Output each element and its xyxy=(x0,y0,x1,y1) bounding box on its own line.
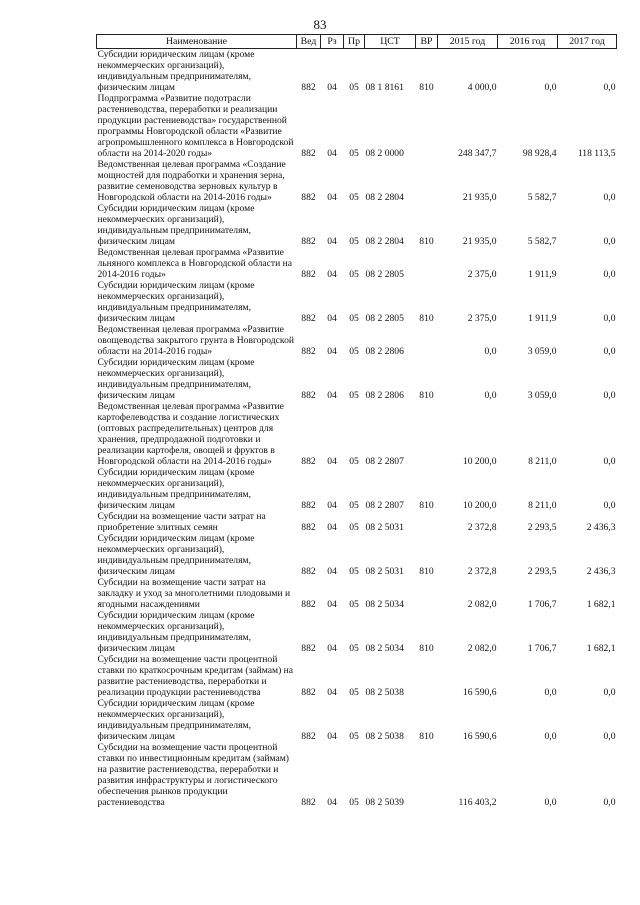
row-name: Субсидии на возмещение части процентной ставки по краткосрочным кредитам (займам) на развитие растениеводства, переработки и реализации продукции растениеводства xyxy=(97,654,294,698)
row-2017: 2 436,3 xyxy=(586,566,616,577)
row-vr xyxy=(416,654,438,698)
row-ved: 882 xyxy=(301,643,316,654)
row-vr xyxy=(416,324,438,357)
row-cst: 08 2 5031 xyxy=(365,566,404,577)
row-2017: 0,0 xyxy=(603,313,616,324)
row-rz: 04 xyxy=(327,313,337,324)
row-cst: 08 2 5039 xyxy=(365,797,404,808)
row-2017: 0,0 xyxy=(603,269,616,280)
row-2017: 0,0 xyxy=(603,82,616,93)
table-row xyxy=(97,654,617,698)
row-2017: 0,0 xyxy=(603,687,616,698)
table-row xyxy=(97,159,617,203)
row-name: Субсидии юридическим лицам (кроме некоммерческих организаций), индивидуальным предпринимателям, физическим лицам xyxy=(97,280,255,324)
row-vr xyxy=(416,511,438,533)
row-vr: 810 xyxy=(419,82,434,93)
row-cst: 08 1 8161 xyxy=(365,82,404,93)
table-header-row xyxy=(97,35,617,49)
row-vr xyxy=(416,742,438,808)
row-cst: 08 2 5038 xyxy=(365,731,404,742)
row-vr xyxy=(416,401,438,467)
row-2015: 21 935,0 xyxy=(462,192,497,203)
row-name: Подпрограмма «Развитие подотрасли растениеводства, переработки и реализации продукции растениеводства» государственной программы Новгородской области «Развитие агропромышленного комплекса в Новгородской области на 2014-2020 годы» xyxy=(97,93,294,159)
row-rz: 04 xyxy=(327,500,337,511)
row-ved: 882 xyxy=(301,500,316,511)
table-row xyxy=(97,533,617,577)
row-2017: 2 436,3 xyxy=(586,522,616,533)
row-vr: 810 xyxy=(419,390,434,401)
row-pr: 05 xyxy=(349,566,359,577)
row-ved: 882 xyxy=(301,456,316,467)
column-header-vr: ВР xyxy=(416,35,438,49)
row-rz: 04 xyxy=(327,687,337,698)
column-header-ved: Вед xyxy=(297,35,321,49)
row-2017: 1 682,1 xyxy=(586,643,616,654)
row-rz: 04 xyxy=(327,236,337,247)
row-pr: 05 xyxy=(349,390,359,401)
row-rz: 04 xyxy=(327,148,337,159)
row-pr: 05 xyxy=(349,192,359,203)
row-rz: 04 xyxy=(327,599,337,610)
table-row xyxy=(97,577,617,610)
row-cst: 08 2 2804 xyxy=(365,192,404,203)
row-2016: 0,0 xyxy=(544,797,557,808)
row-rz: 04 xyxy=(327,456,337,467)
row-name: Субсидии юридическим лицам (кроме некоммерческих организаций), индивидуальным предпринимателям, физическим лицам xyxy=(97,698,255,742)
row-cst: 08 2 5034 xyxy=(365,643,404,654)
row-vr xyxy=(416,577,438,610)
row-vr xyxy=(416,93,438,159)
row-rz: 04 xyxy=(327,346,337,357)
column-header-2016: 2016 год xyxy=(498,35,558,49)
row-name: Субсидии юридическим лицам (кроме некоммерческих организаций), индивидуальным предпринимателям, физическим лицам xyxy=(97,203,255,247)
row-ved: 882 xyxy=(301,313,316,324)
row-vr: 810 xyxy=(419,500,434,511)
row-name: Субсидии юридическим лицам (кроме некоммерческих организаций), индивидуальным предпринимателям, физическим лицам xyxy=(97,533,255,577)
row-2015: 16 590,6 xyxy=(462,731,497,742)
row-2016: 1 706,7 xyxy=(527,599,557,610)
row-2016: 1 911,9 xyxy=(528,313,557,324)
row-name: Субсидии юридическим лицам (кроме некоммерческих организаций), индивидуальным предпринимателям, физическим лицам xyxy=(97,49,255,93)
table-row xyxy=(97,610,617,654)
row-2015: 4 000,0 xyxy=(467,82,497,93)
page-number: 83 xyxy=(313,17,327,32)
row-name: Ведомственная целевая программа «Развитие картофелеводства и создание логистических (оптовых распределительных) центров для хранения, предпродажной подготовки и реализации картофеля, овощей и фруктов в Новгородской области на 2014-2016 годы» xyxy=(97,401,284,467)
row-name: Субсидии на возмещение части затрат на приобретение элитных семян xyxy=(97,511,266,533)
row-vr: 810 xyxy=(419,566,434,577)
budget-table xyxy=(96,34,617,808)
row-name: Субсидии юридическим лицам (кроме некоммерческих организаций), индивидуальным предпринимателям, физическим лицам xyxy=(97,357,255,401)
row-2017: 0,0 xyxy=(603,236,616,247)
row-name: Субсидии на возмещение части затрат на закладку и уход за многолетними плодовыми и ягодными насаждениями xyxy=(97,577,291,610)
table-row xyxy=(97,247,617,280)
row-2016: 98 928,4 xyxy=(522,148,557,159)
row-2015: 2 082,0 xyxy=(467,643,497,654)
row-ved: 882 xyxy=(301,269,316,280)
row-cst: 08 2 0000 xyxy=(365,148,404,159)
column-header-2017: 2017 год xyxy=(558,35,617,49)
table-row xyxy=(97,401,617,467)
row-name: Субсидии юридическим лицам (кроме некоммерческих организаций), индивидуальным предпринимателям, физическим лицам xyxy=(97,610,255,654)
row-2017: 118 113,5 xyxy=(577,148,616,159)
row-2015: 0,0 xyxy=(484,346,497,357)
row-name: Ведомственная целевая программа «Развитие овощеводства закрытого грунта в Новгородской области на 2014-2016 годы» xyxy=(97,324,295,357)
row-2016: 8 211,0 xyxy=(528,456,557,467)
row-pr: 05 xyxy=(349,643,359,654)
table-row xyxy=(97,742,617,808)
table-row xyxy=(97,280,617,324)
column-header-pr: Пр xyxy=(344,35,365,49)
table-row xyxy=(97,49,617,94)
table-row xyxy=(97,324,617,357)
row-ved: 882 xyxy=(301,346,316,357)
row-cst: 08 2 2806 xyxy=(365,346,404,357)
row-2015: 10 200,0 xyxy=(462,456,497,467)
table-row xyxy=(97,357,617,401)
row-2017: 1 682,1 xyxy=(586,599,616,610)
row-pr: 05 xyxy=(349,82,359,93)
row-ved: 882 xyxy=(301,687,316,698)
row-name: Ведомственная целевая программа «Развитие льняного комплекса в Новгородской области на 2014-2016 годы» xyxy=(97,247,293,280)
row-2016: 8 211,0 xyxy=(528,500,557,511)
row-cst: 08 2 5038 xyxy=(365,687,404,698)
row-pr: 05 xyxy=(349,500,359,511)
row-vr xyxy=(416,159,438,203)
row-rz: 04 xyxy=(327,797,337,808)
row-name: Субсидии на возмещение части процентной ставки по инвестиционным кредитам (займам) на развитие растениеводства, переработки и развития инфраструктуры и логистического обеспечения рынков продукции растениеводства xyxy=(97,742,290,808)
row-rz: 04 xyxy=(327,390,337,401)
table-row xyxy=(97,698,617,742)
row-cst: 08 2 2805 xyxy=(365,269,404,280)
row-vr xyxy=(416,247,438,280)
table-row xyxy=(97,93,617,159)
row-cst: 08 2 5031 xyxy=(365,522,404,533)
row-2016: 3 059,0 xyxy=(527,346,557,357)
row-2017: 0,0 xyxy=(603,390,616,401)
row-pr: 05 xyxy=(349,687,359,698)
row-2016: 2 293,5 xyxy=(527,522,557,533)
row-2017: 0,0 xyxy=(603,456,616,467)
row-pr: 05 xyxy=(349,797,359,808)
row-pr: 05 xyxy=(349,456,359,467)
row-2016: 0,0 xyxy=(544,82,557,93)
column-header-cst: ЦСТ xyxy=(365,35,416,49)
row-2017: 0,0 xyxy=(603,192,616,203)
row-2017: 0,0 xyxy=(603,500,616,511)
row-pr: 05 xyxy=(349,731,359,742)
row-2015: 2 372,8 xyxy=(467,566,497,577)
row-pr: 05 xyxy=(349,313,359,324)
row-2016: 2 293,5 xyxy=(527,566,557,577)
row-pr: 05 xyxy=(349,346,359,357)
row-ved: 882 xyxy=(301,390,316,401)
row-2015: 116 403,2 xyxy=(458,797,497,808)
row-2017: 0,0 xyxy=(603,797,616,808)
row-vr: 810 xyxy=(419,643,434,654)
row-2016: 0,0 xyxy=(544,731,557,742)
row-2015: 16 590,6 xyxy=(462,687,497,698)
row-ved: 882 xyxy=(301,566,316,577)
row-cst: 08 2 2807 xyxy=(365,456,404,467)
row-name: Ведомственная целевая программа «Создание мощностей для подработки и хранения зерна, развитие семеноводства зерновых культур в Новгородской области на 2014-2016 годы» xyxy=(97,159,286,203)
row-2016: 5 582,7 xyxy=(527,236,557,247)
row-rz: 04 xyxy=(327,82,337,93)
row-cst: 08 2 2806 xyxy=(365,390,404,401)
row-2015: 2 375,0 xyxy=(467,313,497,324)
row-2016: 3 059,0 xyxy=(527,390,557,401)
row-name: Субсидии юридическим лицам (кроме некоммерческих организаций), индивидуальным предпринимателям, физическим лицам xyxy=(97,467,255,511)
table-row xyxy=(97,203,617,247)
row-2015: 2 375,0 xyxy=(467,269,497,280)
row-2015: 21 935,0 xyxy=(462,236,497,247)
row-pr: 05 xyxy=(349,148,359,159)
row-2015: 2 082,0 xyxy=(467,599,497,610)
row-pr: 05 xyxy=(349,522,359,533)
row-ved: 882 xyxy=(301,599,316,610)
row-2017: 0,0 xyxy=(603,346,616,357)
row-vr: 810 xyxy=(419,236,434,247)
row-pr: 05 xyxy=(349,236,359,247)
row-cst: 08 2 2805 xyxy=(365,313,404,324)
row-2015: 10 200,0 xyxy=(462,500,497,511)
column-header-rz: Рз xyxy=(321,35,344,49)
row-vr: 810 xyxy=(419,731,434,742)
row-rz: 04 xyxy=(327,731,337,742)
row-2016: 1 706,7 xyxy=(527,643,557,654)
row-2015: 248 347,7 xyxy=(458,148,497,159)
row-cst: 08 2 2807 xyxy=(365,500,404,511)
row-2016: 5 582,7 xyxy=(527,192,557,203)
row-2017: 0,0 xyxy=(603,731,616,742)
table-row xyxy=(97,511,617,533)
row-pr: 05 xyxy=(349,599,359,610)
row-ved: 882 xyxy=(301,192,316,203)
row-ved: 882 xyxy=(301,148,316,159)
row-ved: 882 xyxy=(301,82,316,93)
column-header-2015: 2015 год xyxy=(438,35,498,49)
row-cst: 08 2 2804 xyxy=(365,236,404,247)
row-rz: 04 xyxy=(327,192,337,203)
table-row xyxy=(97,467,617,511)
row-ved: 882 xyxy=(301,797,316,808)
column-header-name: Наименование xyxy=(97,35,297,49)
row-2016: 0,0 xyxy=(544,687,557,698)
row-ved: 882 xyxy=(301,731,316,742)
row-rz: 04 xyxy=(327,269,337,280)
row-pr: 05 xyxy=(349,269,359,280)
row-ved: 882 xyxy=(301,236,316,247)
row-2016: 1 911,9 xyxy=(528,269,557,280)
row-rz: 04 xyxy=(327,522,337,533)
row-ved: 882 xyxy=(301,522,316,533)
row-rz: 04 xyxy=(327,643,337,654)
row-vr: 810 xyxy=(419,313,434,324)
row-2015: 0,0 xyxy=(484,390,497,401)
row-rz: 04 xyxy=(327,566,337,577)
row-2015: 2 372,8 xyxy=(467,522,497,533)
row-cst: 08 2 5034 xyxy=(365,599,404,610)
